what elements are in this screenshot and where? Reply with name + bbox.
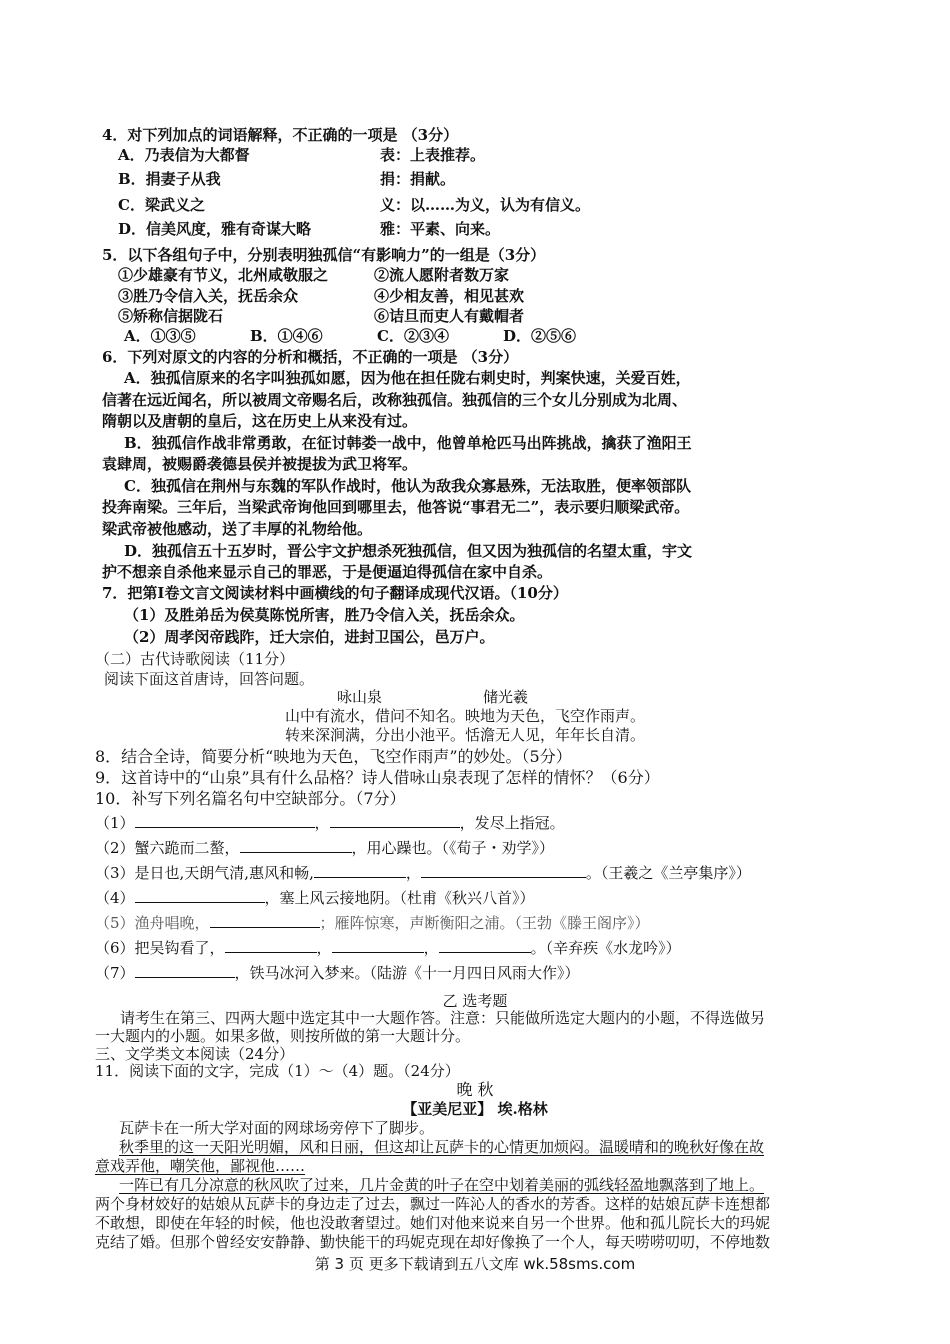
poem-line: 转来深涧满，分出小池平。恬澹无人见，年年长自清。 — [285, 726, 646, 744]
q10-item-4: （4） ，塞上风云接地阴。（杜甫《秋兴八首》） — [95, 889, 535, 907]
q8: 8．结合全诗，简要分析“映地为天色，飞空作雨声”的妙处。（5分） — [95, 747, 572, 766]
q10-item-1: （1） ， ，发尽上指冠。 — [95, 814, 565, 832]
q10-item-2: （2）蟹六跪而二螯， ，用心躁也。（《荀子・劝学》） — [95, 839, 555, 857]
poetry-section-heading: （二）古代诗歌阅读（11分） — [95, 650, 295, 668]
q6-line: 袁肆周，被赐爵袭德县侯并被提拔为武卫将军。 — [102, 455, 418, 473]
q4-stem: 4．对下列加点的词语解释，不正确的一项是 （3分） — [102, 126, 459, 144]
story-paragraph: 不敢想，即使在年轻的时候，他也没敢奢望过。她们对他来说来自另一个世界。他和孤儿院长大的玛妮 — [95, 1214, 771, 1232]
q7-stem: 7．把第Ⅰ卷文言文阅读材料中画横线的句子翻译成现代汉语。（10分） — [102, 584, 568, 602]
poetry-instruction: 阅读下面这首唐诗，回答问题。 — [104, 670, 315, 688]
q6-line: 隋朝以及唐朝的皇后，这在历史上从来没有过。 — [102, 412, 418, 430]
poem-line: 山中有流水，借问不知名。映地为天色，飞空作雨声。 — [285, 707, 646, 725]
story-paragraph: 瓦萨卡在一所大学对面的网球场旁停下了脚步。 — [119, 1119, 435, 1137]
q5-choice-a: A．①③⑤ — [124, 327, 196, 345]
q5-choice-b: B．①④⑥ — [250, 327, 323, 345]
q6-stem: 6．下列对原文的内容的分析和概括，不正确的一项是 （3分） — [102, 348, 519, 366]
story-paragraph: 秋季里的这一天阳光明媚，风和日丽，但这却让瓦萨卡的心情更加烦闷。温暖晴和的晚秋好像在故 — [119, 1138, 765, 1156]
q5-item-2: ②流人愿附者数万家 — [374, 266, 510, 284]
q6-line: 投奔南梁。三年后，当梁武帝询他回到哪里去，他答说“事君无二”，表示要归顺梁武帝。 — [102, 498, 690, 516]
q10-item-7: （7） ，铁马冰河入梦来。（陆游《十一月四日风雨大作》） — [95, 964, 580, 982]
q9: 9．这首诗中的“山泉”具有什么品格？诗人借咏山泉表现了怎样的情怀？（6分） — [95, 768, 660, 787]
q6-line: C．独孤信在荆州与东魏的军队作战时，他认为敌我众寡悬殊，无法取胜，便率领部队 — [124, 477, 691, 495]
story-author: 【亚美尼亚】 埃.格林 — [402, 1100, 548, 1118]
q4-option-c-gloss: 义：以……为义，认为有信义。 — [380, 196, 591, 214]
section-three-heading: 三、文学类文本阅读（24分） — [95, 1045, 295, 1063]
q10-item-3: （3）是日也,天朗气清,惠风和畅, ， 。（王羲之《兰亭集序》） — [95, 864, 751, 882]
q6-line: 梁武帝被他感动，送了丰厚的礼物给他。 — [102, 520, 373, 538]
q11-stem: 11．阅读下面的文字，完成（1）～（4）题。（24分） — [95, 1062, 460, 1080]
q6-line: D．独孤信五十五岁时，晋公宇文护想杀死独孤信，但又因为独孤信的名望太重，宇文 — [124, 542, 693, 560]
q4-option-d: D．信美风度，雅有奇谋大略 — [118, 220, 312, 238]
q10-stem: 10．补写下列名篇名句中空缺部分。（7分） — [95, 789, 406, 808]
q4-option-a-gloss: 表：上表推荐。 — [380, 146, 486, 164]
story-paragraph: 意戏弄他，嘲笑他，鄙视他…… — [95, 1157, 306, 1175]
q7-item-1: （1）及胜弟岳为侯莫陈悦所害，胜乃令信入关，抚岳余众。 — [124, 606, 525, 624]
q5-choice-d: D．②⑤⑥ — [503, 327, 577, 345]
q10-item-6: （6）把吴钩看了， ， ， 。（辛弃疾《水龙吟》） — [95, 939, 681, 957]
q5-item-3: ③胜乃令信入关，抚岳余众 — [118, 287, 299, 305]
part2-heading: 乙 选考题 — [442, 992, 508, 1010]
story-paragraph: 两个身材姣好的姑娘从瓦萨卡的身边走了过去，飘过一阵沁人的香水的芳香。这样的姑娘瓦萨卡连想都 — [95, 1195, 771, 1213]
q5-choice-c: C．②③④ — [377, 327, 449, 345]
poem-author: 储光羲 — [483, 688, 529, 706]
q4-option-d-gloss: 雅：平素、向来。 — [380, 220, 501, 238]
q6-line: B．独孤信作战非常勇敢，在征讨韩娄一战中，他曾单枪匹马出阵挑战，擒获了渔阳王 — [124, 434, 692, 452]
part2-note: 一大题内的小题。如果多做，则按所做的第一大题计分。 — [95, 1027, 471, 1045]
q7-item-2: （2）周孝闵帝践阼，迁大宗伯，进封卫国公，邑万户。 — [124, 628, 495, 646]
q4-option-b-gloss: 捐：捐献。 — [380, 170, 456, 188]
part2-note: 请考生在第三、四两大题中选定其中一大题作答。注意：只能做所选定大题内的小题，不得选做另 — [120, 1009, 766, 1027]
poem-title: 咏山泉 — [337, 688, 383, 706]
q4-option-c: C．梁武义之 — [118, 196, 205, 214]
q5-item-4: ④少相友善，相见甚欢 — [374, 287, 525, 305]
story-title: 晚 秋 — [456, 1080, 494, 1099]
q5-stem: 5．以下各组句子中，分别表明独孤信“有影响力”的一组是（3分） — [102, 246, 546, 264]
page-footer: 第 3 页 更多下载请到五八文库 wk.58sms.com — [314, 1255, 636, 1273]
q4-option-b: B．捐妻子从我 — [118, 170, 221, 188]
q6-line: 信著在远近闻名，所以被周文帝赐名后，改称独孤信。独孤信的三个女儿分别成为北周、 — [102, 391, 688, 409]
q5-item-6: ⑥诘旦而吏人有戴帽者 — [374, 307, 525, 325]
story-paragraph: 一阵已有几分凉意的秋风吹了过来，几片金黄的叶子在空中划着美丽的弧线轻盈地飘落到了地上。 — [119, 1176, 765, 1194]
story-paragraph: 克结了婚。但那个曾经安安静静、勤快能干的玛妮克现在却好像换了一个人，每天唠唠叨叨，不停地数 — [95, 1233, 771, 1251]
q6-line: 护不想亲自杀他来显示自己的罪恶，于是便逼迫得孤信在家中自杀。 — [102, 563, 553, 581]
q5-item-5: ⑤矫称信据陇石 — [118, 307, 224, 325]
q4-option-a: A．乃表信为大都督 — [118, 146, 250, 164]
q5-item-1: ①少雄豪有节义，北州咸敬服之 — [118, 266, 329, 284]
q10-item-5: （5）渔舟唱晚， ；雁阵惊寒，声断衡阳之浦。（王勃《滕王阁序》） — [95, 914, 650, 932]
q6-line: A．独孤信原来的名字叫独孤如愿，因为他在担任陇右刺史时，判案快速，关爱百姓， — [124, 369, 691, 387]
